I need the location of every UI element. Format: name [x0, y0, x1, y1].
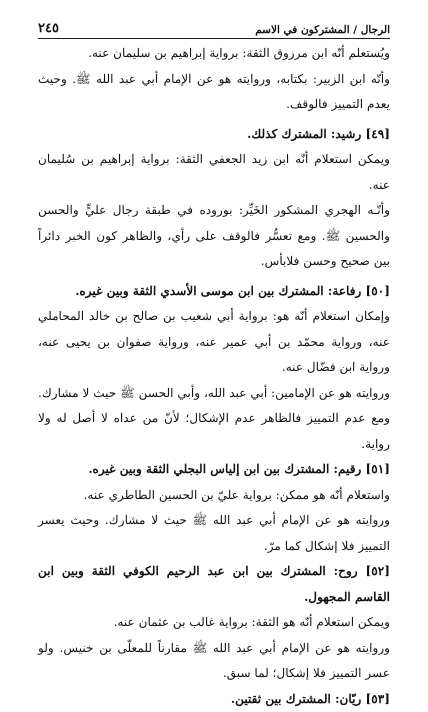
paragraph: وروايته هو عن الإمامين: أبي عبد الله، وأبي الحسن ﷺ حيث لا مشارك. ومع عدم التمييز فالظاهر عدم الإشكال؛ لأنّ من عداه لا أصل له ولا رواية. [38, 381, 390, 458]
running-head: الرجال / المشتركون في الاسم [255, 24, 390, 36]
entry-heading: [٤٩] رشيد: المشترك كذلك. [38, 122, 390, 148]
paragraph: ويمكن استعلام أنّه هو الثقة: برواية غالب بن عثمان عنه. [38, 610, 390, 636]
entry-heading: [٥٢] روح: المشترك بين ابن عبد الرحيم الكوفي الثقة وبين ابن القاسم المجهول. [38, 559, 390, 610]
paragraph: ويمكن استعلام أنّه ابن زيد الجعفي الثقة: برواية إبراهيم بن سُليمان عنه. [38, 147, 390, 198]
paragraph: وروايته هو عن الإمام أبي عبد الله ﷺ مقارناً للمعلّى بن خنيس. ولو عسر التمييز فلا إشكال؛ لما سبق. [38, 636, 390, 687]
body-text [38, 41, 390, 712]
entry-heading: [٥١] رقيم: المشترك بين ابن إلياس البجلي الثقة وبين غيره. [38, 457, 390, 483]
entry-heading: [٥٠] رفاعة: المشترك بين ابن موسى الأسدي الثقة وبين غيره. [38, 279, 390, 305]
entry-heading: [٥٣] ريّان: المشترك بين ثقتين. [38, 687, 390, 712]
paragraph: واستعلام أنّه هو ممكن: برواية عليّ بن الحسين الطاطري عنه. [38, 483, 390, 509]
paragraph: وإمكان استعلام أنّه هو: برواية أبي شعيب بن صالح بن خالد المحاملي عنه، ورواية محمّد بن أبي عمير عنه، ورواية صفوان بن يحيى عنه، ورواية ابن فضّال عنه. [38, 304, 390, 381]
paragraph: وأنّه ابن الزبير: بكتابه، وروايته هو عن الإمام أبي عبد الله ﷺ. وحيث يعدم التمييز فالوقف. [38, 67, 390, 118]
paragraph: وأنّـه الهجري المشكور الخَيِّر: بوروده في طبقة رجال عليٍّ والحسن والحسين ﷺ. ومع تعسُّر فالوقف على رأي، والظاهر كون الخبر دائراً بين صحيح وحسن فلابأس. [38, 198, 390, 275]
paragraph: ويُستعلم أنّه ابن مرزوق الثقة: برواية إبراهيم بن سليمان عنه. [38, 41, 390, 67]
page-header [38, 14, 390, 39]
paragraph: وروايته هو عن الإمام أبي عبد الله ﷺ حيث لا مشارك. وحيث يعسر التمييز فلا إشكال كما مرّ. [38, 508, 390, 559]
page-number: ٢٤٥ [38, 21, 59, 36]
